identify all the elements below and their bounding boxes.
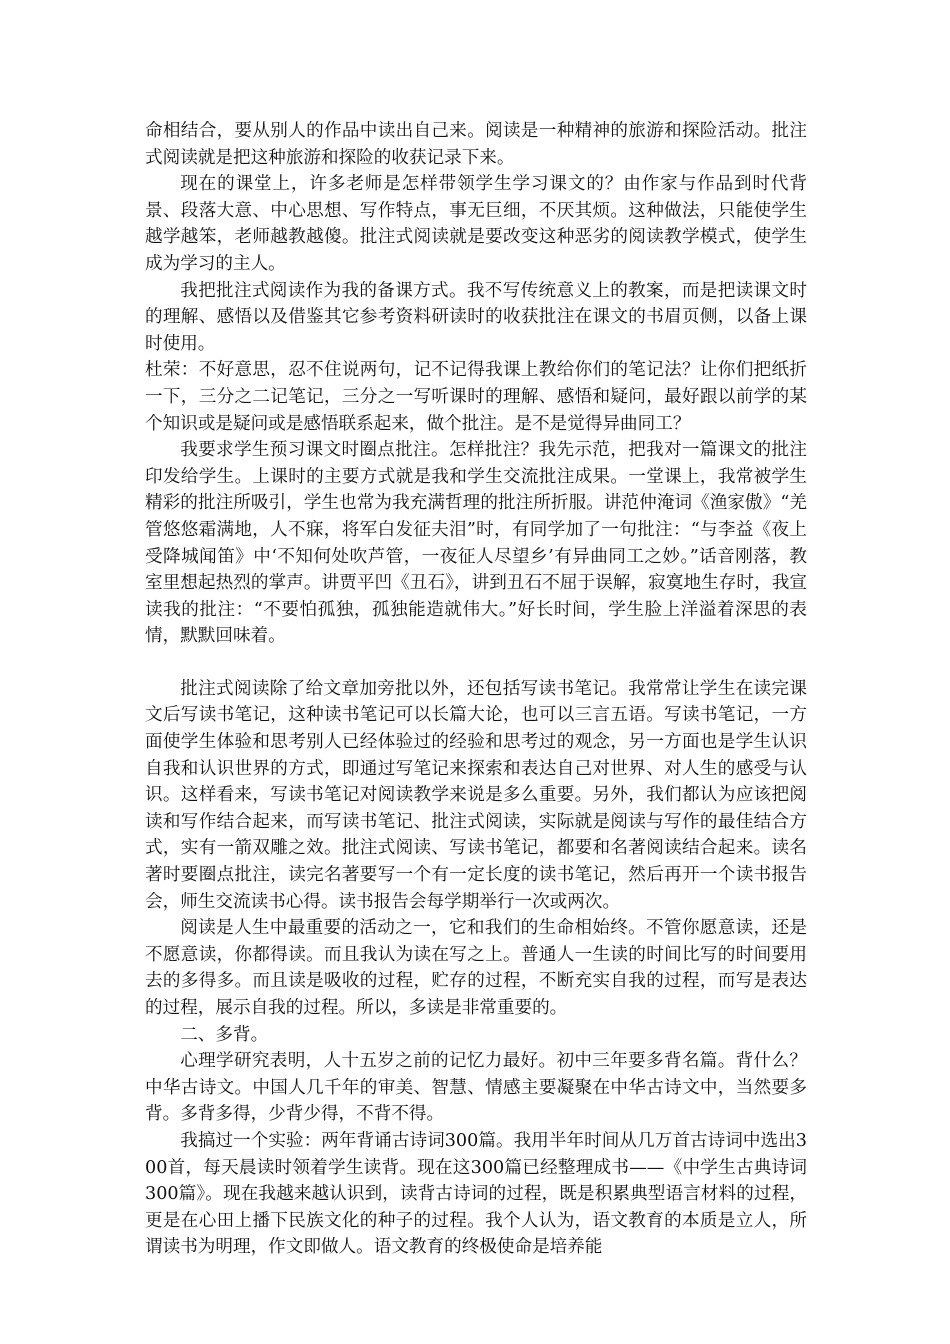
- section-heading: 二、多背。: [180, 1024, 269, 1045]
- paragraph-10: 我搞过一个实验：两年背诵古诗词300篇。我用半年时间从几万首古诗词中选出300首，每天晨读时领着学生读背。现在这300篇已经整理成书——《中学生古典诗词300篇》。现在我越来越认识到，读背古诗词的过程，既是积累典型语言材料的过程，更是在心田上播下民族文化的种子的过程。我个人认为，语文教育的本质是立人，所谓读书为明理，作文即做人。语文教育的终极使命是培养能: [145, 1130, 807, 1258]
- paragraph-gap: [145, 650, 807, 676]
- paragraph-4-comment: 杜荣：不好意思，忍不住说两句，记不记得我课上教给你们的笔记法？让你们把纸折一下，三分之二记笔记，三分之一写听课时的理解、感悟和疑问，最好跟以前学的某个知识或是疑问或是感悟联系起来，做个批注。是不是觉得异曲同工？: [145, 360, 807, 434]
- paragraph-9: 心理学研究表明，人十五岁之前的记忆力最好。初中三年要多背名篇。背什么？中华古诗文。中国人几千年的审美、智慧、情感主要凝聚在中华古诗文中，当然要多背。多背多得，少背少得，不背不得。: [145, 1051, 807, 1125]
- paragraph-5: 我要求学生预习课文时圈点批注。怎样批注？我先示范，把我对一篇课文的批注印发给学生。上课时的主要方式就是我和学生交流批注成果。一堂课上，我常被学生精彩的批注所吸引，学生也常为我充满哲理的批注所折服。讲范仲淹词《渔家傲》“羌管悠悠霜满地，人不寐，将军白发征夫泪”时，有同学加了一句批注：“与李益《夜上受降城闻笛》中‘不知何处吹芦管，一夜征人尽望乡’有异曲同工之妙。”话音刚落，教室里想起热烈的掌声。讲贾平凹《丑石》，讲到丑石不屈于误解，寂寞地生存时，我宣读我的批注：“不要怕孤独，孤独能造就伟大。”好长时间，学生脸上洋溢着深思的表情，默默回味着。: [145, 440, 807, 647]
- paragraph-1: 命相结合，要从别人的作品中读出自己来。阅读是一种精神的旅游和探险活动。批注式阅读就是把这种旅游和探险的收获记录下来。: [145, 121, 807, 168]
- paragraph-3: 我把批注式阅读作为我的备课方式。我不写传统意义上的教案，而是把读课文时的理解、感悟以及借鉴其它参考资料研读时的收获批注在课文的书眉页侧，以备上课时使用。: [145, 280, 807, 354]
- paragraph-2: 现在的课堂上，许多老师是怎样带领学生学习课文的？由作家与作品到时代背景、段落大意、中心思想、写作特点，事无巨细，不厌其烦。这种做法，只能使学生越学越笨，老师越教越傻。批注式阅读就是要改变这种恶劣的阅读教学模式，使学生成为学习的主人。: [145, 174, 807, 274]
- document-page: [145, 118, 807, 1261]
- paragraph-6: 批注式阅读除了给文章加旁批以外，还包括写读书笔记。我常常让学生在读完课文后写读书笔记，这种读书笔记可以长篇大论，也可以三言五语。写读书笔记，一方面使学生体验和思考别人已经体验过的经验和思考过的观念，另一方面也是学生认识自我和认识世界的方式，即通过写笔记来探索和表达自己对世界、对人生的感受与认识。这样看来，写读书笔记对阅读教学来说是多么重要。另外，我们都认为应该把阅读和写作结合起来，而写读书笔记、批注式阅读，实际就是阅读与写作的最佳结合方式，实有一箭双雕之效。批注式阅读、写读书笔记，都要和名著阅读结合起来。读名著时要圈点批注，读完名著要写一个有一定长度的读书笔记，然后再开一个读书报告会，师生交流读书心得。读书报告会每学期举行一次或两次。: [145, 678, 807, 912]
- paragraph-7: 阅读是人生中最重要的活动之一，它和我们的生命相始终。不管你愿意读，还是不愿意读，你都得读。而且我认为读在写之上。普通人一生读的时间比写的时间要用去的多得多。而且读是吸收的过程，贮存的过程，不断充实自我的过程，而写是表达的过程，展示自我的过程。所以，多读是非常重要的。: [145, 918, 807, 1018]
